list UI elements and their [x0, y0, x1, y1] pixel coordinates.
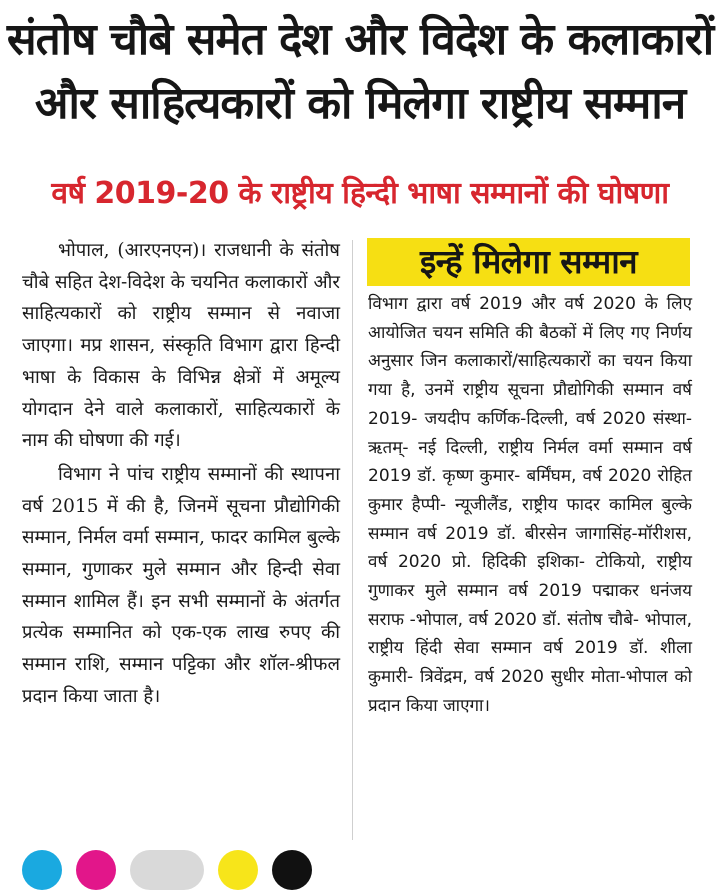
left-article-column: [22, 235, 340, 713]
yellow-registration-dot: [218, 850, 258, 890]
awardees-paragraph: विभाग द्वारा वर्ष 2019 और वर्ष 2020 के लिए आयोजित चयन समिति की बैठकों में लिए गए निर्णय अनुसार जिन कलाकारों/साहित्यकारों का चयन किया गया है, उनमें राष्ट्रीय सूचना प्रौद्योगिकी सम्मान वर्ष 2019- जयदीप कर्णिक-दिल्ली, वर्ष 2020 संस्था- ऋतम्- नई दिल्ली, राष्ट्रीय निर्मल वर्मा सम्मान वर्ष 2019 डॉ. कृष्ण कुमार- बर्मिंघम, वर्ष 2020 रोहित कुमार हैप्पी- न्यूजीलैंड, राष्ट्रीय फादर कामिल बुल्के सम्मान वर्ष 2019 डॉ. बीरसेन जागासिंह-मॉरीशस, वर्ष 2020 प्रो. हिदिकी इशिका- टोकियो, राष्ट्रीय गुणाकर मुले सम्मान वर्ष 2019 पद्माकर धनंजय सराफ -भोपाल, वर्ष 2020 डॉ. संतोष चौबे- भोपाल, राष्ट्रीय हिंदी सेवा सम्मान वर्ष 2019 डॉ. शीला कुमारी- त्रिवेंद्रम, वर्ष 2020 सुधीर मोता-भोपाल को प्रदान किया जाएगा।: [368, 294, 692, 716]
grey-registration-bar: [130, 850, 204, 890]
black-registration-dot: [272, 850, 312, 890]
headline: [0, 8, 720, 136]
subheadline: वर्ष 2019-20 के राष्ट्रीय हिन्दी भाषा सम्मानों की घोषणा: [51, 176, 669, 211]
magenta-registration-dot: [76, 850, 116, 890]
awardees-box-title: इन्हें मिलेगा सम्मान: [367, 238, 690, 286]
right-article-column: [368, 290, 692, 721]
article-paragraph-1: भोपाल, (आरएनएन)। राजधानी के संतोष चौबे सहित देश-विदेश के चयनित कलाकारों और साहित्यकारों को राष्ट्रीय सम्मान से नवाजा जाएगा। मप्र शासन, संस्कृति विभाग द्वारा हिन्दी भाषा के विकास के विभिन्न क्षेत्रों में अमूल्य योगदान देने वाले कलाकारों, साहित्यकारों के नाम की घोषणा की गई।: [22, 240, 340, 452]
cyan-registration-dot: [22, 850, 62, 890]
article-paragraph-2: विभाग ने पांच राष्ट्रीय सम्मानों की स्थापना वर्ष 2015 में की है, जिनमें सूचना प्रौद्योगिकी सम्मान, निर्मल वर्मा सम्मान, फादर कामिल बुल्के सम्मान, गुणाकर मुले सम्मान और हिन्दी सेवा सम्मान शामिल हैं। इन सभी सम्मानों के अंतर्गत प्रत्येक सम्मानित को एक-एक लाख रुपए की सम्मान राशि, सम्मान पट्टिका और शॉल-श्रीफल प्रदान किया जाता है।: [22, 463, 340, 707]
print-registration-marks: [22, 858, 312, 882]
headline-line-1: संतोष चौबे समेत देश और विदेश के कलाकारों: [6, 14, 714, 65]
headline-line-2: और साहित्यकारों को मिलेगा राष्ट्रीय सम्मान: [34, 78, 686, 129]
column-divider: [352, 240, 353, 840]
